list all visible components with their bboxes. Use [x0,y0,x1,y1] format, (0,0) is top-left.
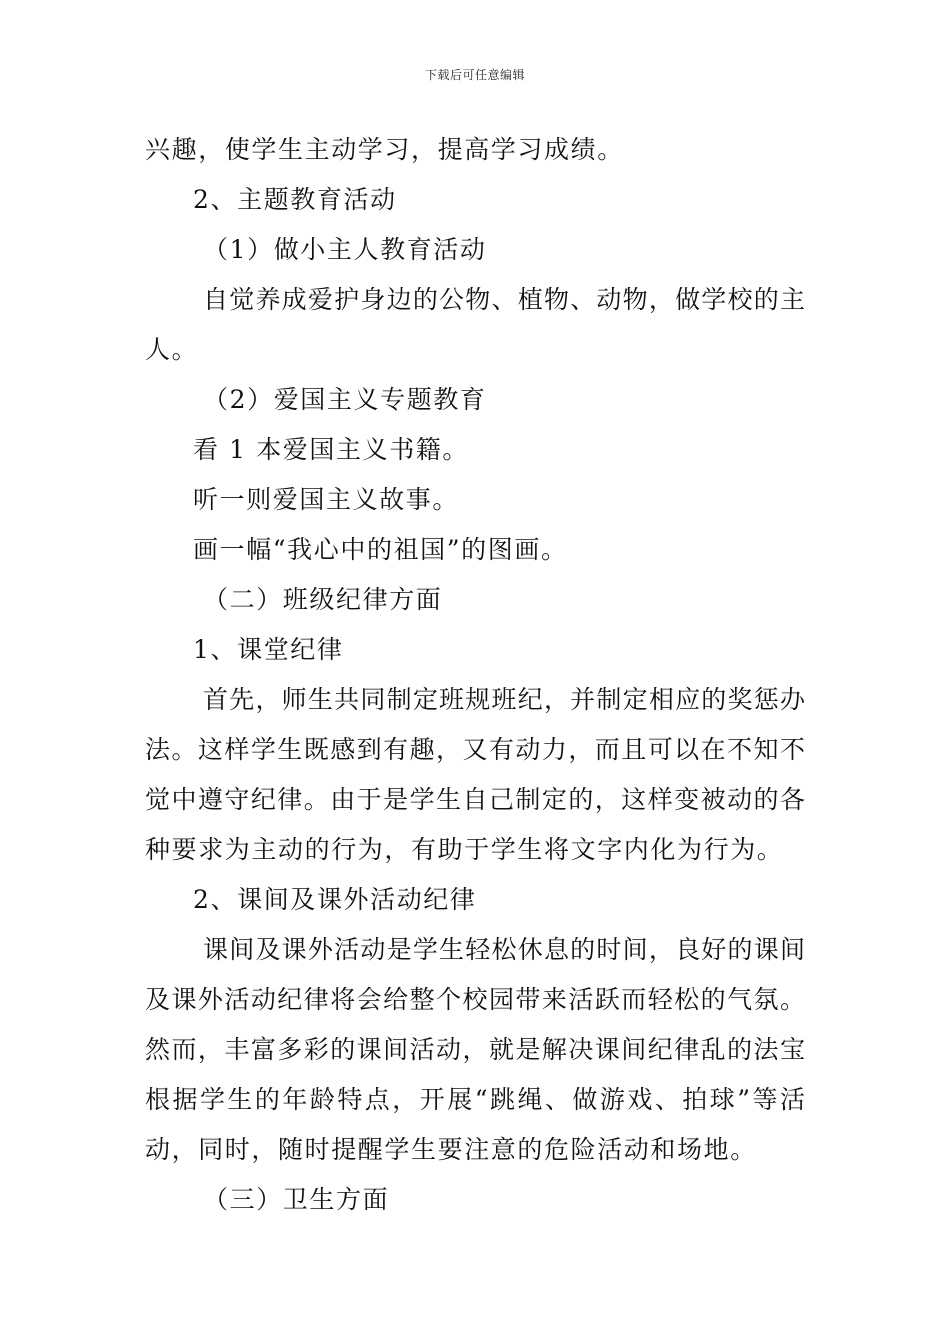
body-line: 自觉养成爱护身边的公物、植物、动物，做学校的主 [203,285,805,314]
body-line: 动，同时，随时提醒学生要注意的危险活动和场地。 [145,1135,757,1164]
body-line: 种要求为主动的行为，有助于学生将文字内化为行为。 [145,835,784,864]
subsection-heading: （1）做小主人教育活动 [203,235,487,264]
body-line: 兴趣，使学生主动学习，提高学习成绩。 [145,135,624,164]
body-line: 课间及课外活动是学生轻松休息的时间，良好的课间 [203,935,805,964]
subsection-heading: 1、课堂纪律 [193,635,344,664]
body-line: 觉中遵守纪律。由于是学生自己制定的，这样变被动的各 [145,785,805,814]
body-line: 根据学生的年龄特点，开展“跳绳、做游戏、拍球”等活 [145,1085,805,1114]
body-line: 人。 [145,335,199,364]
page-header: 下载后可任意编辑 [424,68,525,82]
body-line: 听一则爱国主义故事。 [193,485,460,514]
body-line: 看 1 本爱国主义书籍。 [193,435,470,464]
subsection-heading: 2、主题教育活动 [193,185,397,214]
body-line: 法。这样学生既感到有趣，又有动力，而且可以在不知不 [145,735,805,764]
body-line: 然而，丰富多彩的课间活动，就是解决课间纪律乱的法宝 [145,1035,805,1064]
body-line: 首先，师生共同制定班规班纪，并制定相应的奖惩办 [203,685,805,714]
section-heading: （二）班级纪律方面 [203,585,443,614]
body-line: 画一幅“我心中的祖国”的图画。 [193,535,568,564]
body-line: 及课外活动纪律将会给整个校园带来活跃而轻松的气氛。 [145,985,805,1014]
subsection-heading: （2）爱国主义专题教育 [203,385,487,414]
subsection-heading: 2、课间及课外活动纪律 [193,885,477,914]
section-heading: （三）卫生方面 [203,1185,390,1214]
